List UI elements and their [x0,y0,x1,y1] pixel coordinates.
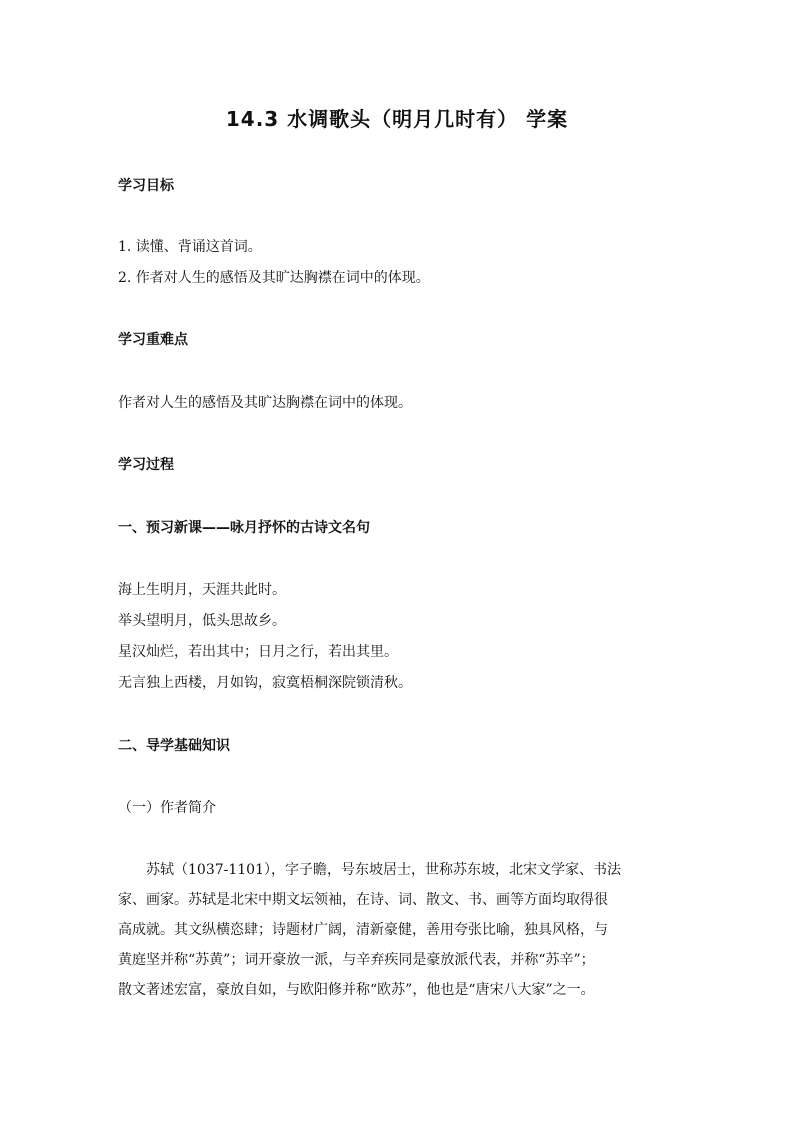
bio-line: 高成就。其文纵横恣肆；诗题材广阔，清新豪健，善用夸张比喻，独具风格，与 [118,922,608,938]
goal-item-1: 1. 读懂、背诵这首词。 [118,239,262,255]
poem-line: 海上生明月，天涯共此时。 [118,582,286,598]
author-intro-heading: （一）作者简介 [118,800,216,816]
key-points-heading: 学习重难点 [118,332,188,348]
poem-line: 举头望明月，低头思故乡。 [118,613,286,629]
part1-heading: 一、预习新课——咏月抒怀的古诗文名句 [118,520,370,536]
process-heading: 学习过程 [118,457,174,473]
part2-heading: 二、导学基础知识 [118,738,230,754]
poem-line: 星汉灿烂，若出其中；日月之行，若出其里。 [118,644,398,660]
bio-line: 黄庭坚并称“苏黄”；词开豪放一派，与辛弃疾同是豪放派代表，并称“苏辛”； [118,952,595,968]
goals-heading: 学习目标 [118,178,174,194]
document-title: 14.3 水调歌头（明月几时有） 学案 [225,107,569,131]
bio-line: 散文著述宏富，豪放自如，与欧阳修并称“欧苏”，他也是“唐宋八大家”之一。 [118,982,595,998]
goal-item-2: 2. 作者对人生的感悟及其旷达胸襟在词中的体现。 [118,270,430,286]
bio-line: 苏轼（1037-1101），字子瞻，号东坡居士，世称苏东坡，北宋文学家、书法 [146,862,621,878]
poem-line: 无言独上西楼，月如钩，寂寞梧桐深院锁清秋。 [118,675,412,691]
key-points-text: 作者对人生的感悟及其旷达胸襟在词中的体现。 [118,395,412,411]
author-bio-paragraph [118,855,678,1005]
bio-line: 家、画家。苏轼是北宋中期文坛领袖，在诗、词、散文、书、画等方面均取得很 [118,892,608,908]
